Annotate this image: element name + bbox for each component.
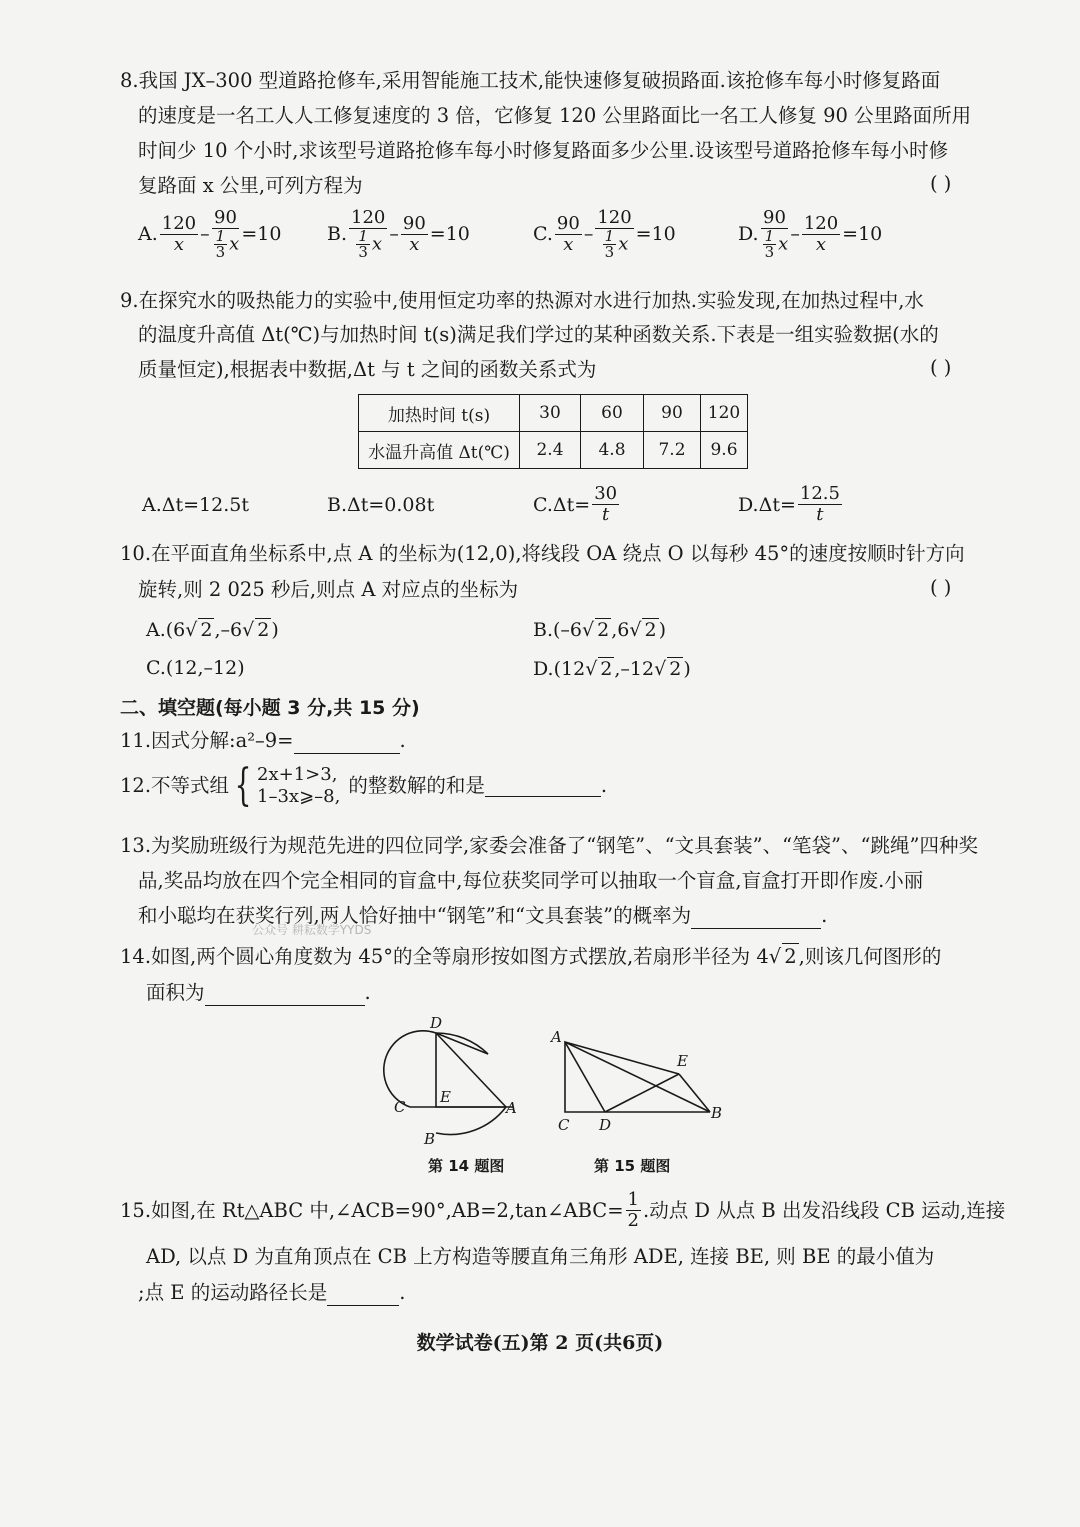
fraction xyxy=(160,214,198,255)
inequality-2: 1–3x⩾–8, xyxy=(257,786,341,807)
numerator: 30 xyxy=(594,483,618,504)
variable: x xyxy=(778,233,789,255)
numerator: 1 xyxy=(358,227,368,245)
q13-line1: 13.为奖励班级行为规范先进的四位同学,家委会准备了“钢笔”、“文具套装”、“笔袋”、“跳绳”四种奖 xyxy=(120,834,978,857)
numerator: 1 xyxy=(604,227,615,245)
q8-option-c xyxy=(533,208,676,260)
q8-answer-paren: ( ) xyxy=(930,172,952,195)
text: ,6 xyxy=(611,618,630,641)
q10-option-a xyxy=(146,618,279,641)
q9-answer-paren: ( ) xyxy=(930,356,952,379)
q15-line1 xyxy=(120,1190,1005,1231)
denominator: t xyxy=(816,504,824,525)
denominator xyxy=(354,229,382,260)
numerator: 12.5 xyxy=(799,483,840,504)
numerator: 120 xyxy=(597,207,632,228)
numerator: 1 xyxy=(215,227,226,245)
denominator: 3 xyxy=(358,243,368,261)
text: ,–12 xyxy=(614,657,655,680)
text: A.(6 xyxy=(146,618,186,641)
fig14-arc-left xyxy=(384,1031,436,1107)
q11 xyxy=(120,728,406,754)
q12 xyxy=(120,760,608,811)
watermark: 公众号 耕耘数学YYDS xyxy=(252,923,372,937)
section-heading: 二、填空题(每小题 3 分,共 15 分) xyxy=(120,697,420,719)
fraction xyxy=(761,208,789,260)
fig15-caption: 第 15 题图 xyxy=(594,1157,671,1175)
q8-option-d xyxy=(738,208,882,260)
period: . xyxy=(821,904,828,927)
period: . xyxy=(364,981,371,1004)
text: ) xyxy=(683,657,691,680)
question-text: 12.不等式组 xyxy=(120,774,230,797)
fraction xyxy=(555,214,582,255)
denominator: 3 xyxy=(215,243,226,261)
denominator: x xyxy=(409,233,420,255)
q8-line4: 复路面 x 公里,可列方程为 xyxy=(138,174,363,197)
fig15-segment-eb xyxy=(679,1074,710,1112)
fraction xyxy=(356,229,370,260)
inequality-1: 2x+1>3, xyxy=(257,764,338,785)
q9-option-a: A.Δt=12.5t xyxy=(142,494,249,516)
numerator: 90 xyxy=(402,212,426,234)
q9-data-table xyxy=(358,394,748,469)
denominator xyxy=(601,229,629,260)
numerator: 90 xyxy=(214,207,237,228)
fraction xyxy=(212,208,240,260)
q13-line3 xyxy=(138,903,827,929)
denominator: 3 xyxy=(604,243,615,261)
question-text: 15.如图,在 Rt△ABC 中,∠ACB=90°,AB=2,tan∠ABC= xyxy=(120,1198,624,1222)
denominator: 2 xyxy=(627,1210,639,1231)
q15-line2: AD, 以点 D 为直角顶点在 CB 上方构造等腰直角三角形 ADE, 连接 BE, 则 BE 的最小值为 xyxy=(146,1245,935,1268)
minus: – xyxy=(790,223,800,245)
option-label: A. xyxy=(138,223,158,245)
fraction xyxy=(349,208,387,260)
minus: – xyxy=(583,223,594,245)
fig14-label-d: D xyxy=(430,1014,443,1032)
answer-blank xyxy=(294,733,400,754)
minus: – xyxy=(389,223,399,245)
numerator: 1 xyxy=(627,1189,639,1210)
equals: =10 xyxy=(429,223,470,245)
equals: =10 xyxy=(241,223,282,245)
q15-line3 xyxy=(138,1280,405,1306)
q9-option-b: B.Δt=0.08t xyxy=(327,494,435,516)
denominator: 3 xyxy=(764,243,775,261)
question-text: 的整数解的和是 xyxy=(348,774,485,797)
sqrt-sign: √ xyxy=(582,618,595,641)
brace: { xyxy=(234,760,252,811)
fig15-label-a: A xyxy=(551,1028,562,1046)
variable: x xyxy=(371,233,383,255)
q9-option-c xyxy=(533,484,621,525)
fraction xyxy=(626,1190,641,1231)
answer-blank xyxy=(205,985,365,1006)
numerator: 1 xyxy=(764,227,775,245)
table-cell: 60 xyxy=(581,395,644,432)
fig14-label-b: B xyxy=(424,1130,436,1148)
question-text: ;点 E 的运动路径长是 xyxy=(138,1281,328,1304)
table-cell: 水温升高值 Δt(℃) xyxy=(359,432,520,469)
text: ) xyxy=(271,618,279,641)
table-cell: 30 xyxy=(520,395,581,432)
answer-blank xyxy=(327,1285,399,1306)
fig15-triangle-abc xyxy=(565,1042,710,1112)
text: B.(–6 xyxy=(533,618,583,641)
equals: =10 xyxy=(842,223,883,245)
variable: x xyxy=(618,233,629,255)
question-text: 和小聪均在获奖行列,两人恰好抽中“钢笔”和“文具套装”的概率为 xyxy=(138,904,692,927)
q8-option-a xyxy=(138,208,281,260)
figure-15 xyxy=(545,1020,735,1135)
denominator xyxy=(212,229,240,260)
fraction xyxy=(401,214,428,255)
q8-line3: 时间少 10 个小时,求该型号道路抢修车每小时修复路面多少公里.设该型号道路抢修车每小时修 xyxy=(138,139,949,162)
option-label: D. xyxy=(738,223,759,245)
q9-option-d xyxy=(738,484,844,525)
numerator: 90 xyxy=(556,212,580,234)
fig15-label-e: E xyxy=(677,1052,688,1070)
q9-line3: 质量恒定),根据表中数据,Δt 与 t 之间的函数关系式为 xyxy=(138,358,597,381)
fig14-arc-bottom xyxy=(436,1107,506,1134)
sqrt-sign: √ xyxy=(654,657,667,680)
fig14-caption: 第 14 题图 xyxy=(428,1157,505,1175)
option-label: C.Δt= xyxy=(533,493,591,516)
page-footer: 数学试卷(五)第 2 页(共6页) xyxy=(416,1332,664,1354)
text: ) xyxy=(658,618,666,641)
fig15-label-b: B xyxy=(711,1104,723,1122)
numerator: 120 xyxy=(803,212,839,234)
fraction xyxy=(798,484,842,525)
radicand: 2 xyxy=(669,658,682,680)
q10-option-c: C.(12,–12) xyxy=(146,657,245,679)
option-label: B. xyxy=(327,223,348,245)
fig14-label-e: E xyxy=(440,1088,451,1106)
radicand: 2 xyxy=(784,945,797,968)
q10-option-d xyxy=(533,657,691,680)
q8-line2: 的速度是一名工人人工修复速度的 3 倍，它修复 120 公里路面比一名工人修复 90 公里路面所用 xyxy=(138,104,972,127)
denominator: x xyxy=(563,233,574,255)
q8-option-b xyxy=(327,208,470,260)
sqrt-sign: √ xyxy=(629,618,642,641)
answer-blank xyxy=(691,908,821,929)
radicand: 2 xyxy=(597,619,610,641)
numerator: 120 xyxy=(161,212,197,234)
fig14-chord xyxy=(436,1033,488,1054)
radicand: 2 xyxy=(200,619,213,641)
answer-blank xyxy=(485,776,601,797)
fraction xyxy=(592,484,619,525)
table-row xyxy=(359,432,748,469)
question-text: 面积为 xyxy=(146,981,205,1004)
denominator: x xyxy=(815,233,827,255)
equals: =10 xyxy=(635,223,676,245)
q9-line1: 9.在探究水的吸热能力的实验中,使用恒定功率的热源对水进行加热.实验发现,在加热过程中,水 xyxy=(120,289,924,312)
q8-line1: 8.我国 JX–300 型道路抢修车,采用智能施工技术,能快速修复破损路面.该抢修车每小时修复路面 xyxy=(120,69,941,92)
q14-line2 xyxy=(146,980,371,1006)
period: . xyxy=(600,774,608,797)
period: . xyxy=(399,729,406,752)
denominator: x xyxy=(173,233,185,255)
fig14-label-c: C xyxy=(394,1098,406,1116)
radicand: 2 xyxy=(644,619,657,641)
table-cell: 4.8 xyxy=(581,432,644,469)
denominator xyxy=(761,229,789,260)
fig15-label-c: C xyxy=(558,1116,570,1134)
numerator: 90 xyxy=(763,207,786,228)
question-text: .动点 D 从点 B 出发沿线段 CB 运动,连接 xyxy=(643,1198,1006,1222)
table-cell: 90 xyxy=(644,395,701,432)
inequality-system xyxy=(257,764,340,808)
radicand: 2 xyxy=(257,619,270,641)
q10-answer-paren: ( ) xyxy=(930,576,952,599)
sqrt-sign: √ xyxy=(585,657,598,680)
option-label: D.Δt= xyxy=(738,493,796,516)
sqrt-sign: √ xyxy=(185,618,198,641)
period: . xyxy=(399,1281,406,1304)
text: D.(12 xyxy=(533,657,586,680)
table-cell: 加热时间 t(s) xyxy=(359,395,520,432)
minus: – xyxy=(200,223,210,245)
fraction xyxy=(214,229,228,260)
q10-option-b xyxy=(533,618,666,641)
fig14-label-a: A xyxy=(506,1099,517,1117)
fraction xyxy=(595,208,633,260)
q9-line2: 的温度升高值 Δt(℃)与加热时间 t(s)满足我们学过的某种函数关系.下表是一组实验数据(水的 xyxy=(138,323,939,346)
table-cell: 120 xyxy=(701,395,748,432)
fraction xyxy=(763,229,777,260)
question-text: 11.因式分解:a²–9= xyxy=(120,729,294,752)
fraction xyxy=(603,229,617,260)
figure-14 xyxy=(380,1010,530,1150)
variable: x xyxy=(229,233,240,255)
denominator: t xyxy=(602,504,610,525)
table-cell: 7.2 xyxy=(644,432,701,469)
table-cell: 9.6 xyxy=(701,432,748,469)
text: ,–6 xyxy=(214,618,243,641)
question-text: ,则该几何图形的 xyxy=(798,944,942,968)
table-row xyxy=(359,395,748,432)
fig15-label-d: D xyxy=(599,1116,612,1134)
fraction xyxy=(802,214,840,255)
q14-line1 xyxy=(120,943,941,970)
numerator: 120 xyxy=(351,207,386,228)
sqrt-sign: √ xyxy=(768,944,782,968)
q10-line2: 旋转,则 2 025 秒后,则点 A 对应点的坐标为 xyxy=(138,578,519,601)
radicand: 2 xyxy=(600,658,613,680)
q10-line1: 10.在平面直角坐标系中,点 A 的坐标为(12,0),将线段 OA 绕点 O 以每秒 45°的速度按顺时针方向 xyxy=(120,542,965,565)
question-text: 14.如图,两个圆心角度数为 45°的全等扇形按如图方式摆放,若扇形半径为 4 xyxy=(120,944,769,968)
option-label: C. xyxy=(533,223,553,245)
table-cell: 2.4 xyxy=(520,432,581,469)
sqrt-sign: √ xyxy=(242,618,255,641)
q13-line2: 品,奖品均放在四个完全相同的盲盒中,每位获奖同学可以抽取一个盲盒,盲盒打开即作废.小丽 xyxy=(138,869,924,892)
